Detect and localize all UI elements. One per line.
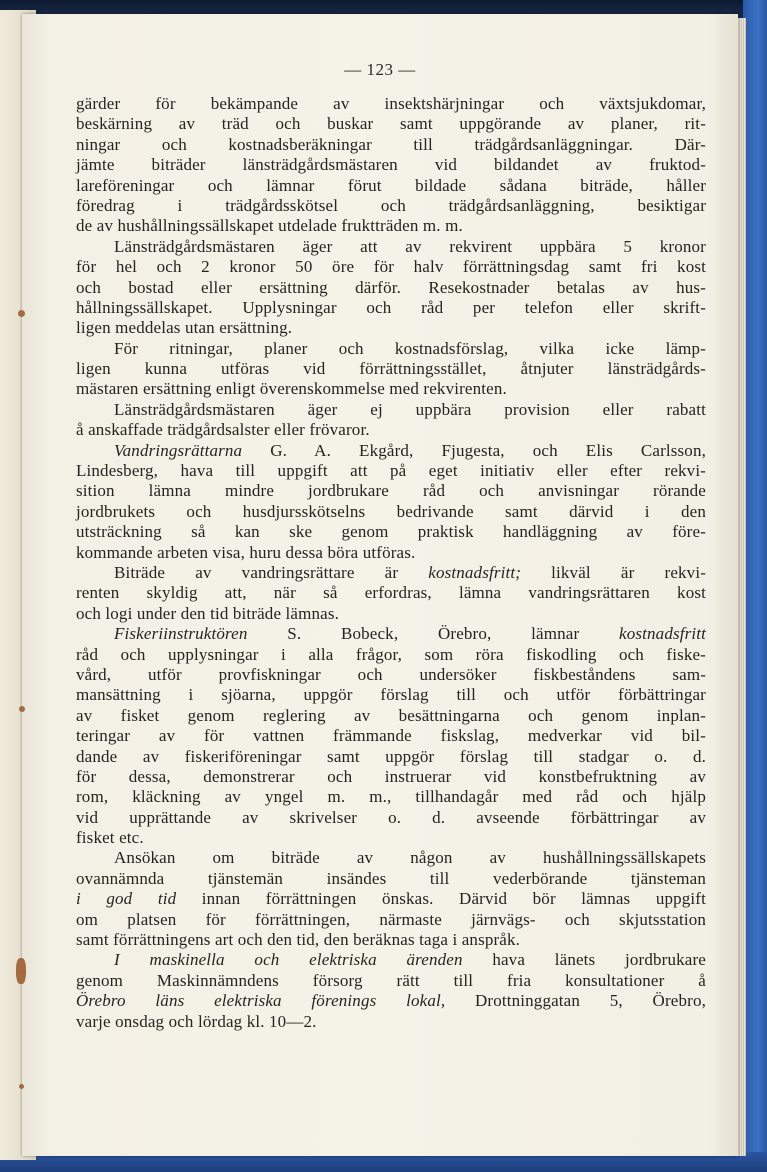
text-line: Ansökan om biträde av någon av hushållningssällskapets [114,848,706,868]
text-line: utsträckning så kan ske genom praktisk handläggning av före- [76,522,706,542]
text-run: likväl är rekvi- [521,562,707,582]
text-line: ovannämnda tjänstemän insändes till vederbörande tjänsteman [76,868,706,888]
paragraph-ansokan [76,848,706,950]
italic-term: I maskinella och elektriska ärenden [114,950,463,970]
text-line: av fisket genom reglering av besättningarna och genom inplan- [76,705,706,725]
text-line: Länsträdgårdsmästaren äger att av rekvirent uppbära 5 kronor [114,236,706,256]
italic-term: Örebro läns elektriska förenings lokal, [76,991,446,1011]
text-run: hava länets jordbrukare [462,950,706,970]
text-line: genom Maskinnämndens försorg rätt till fria konsultationer å [76,970,706,990]
paragraph-fiskeri [76,624,706,848]
text-line: för dessa, demonstrerar och instruerar vid konstbefruktning av [76,766,706,786]
text-line [76,624,706,644]
text-line: gärder för bekämpande av insektshärjningar och växtsjukdomar, [76,94,706,113]
text-line: vid upprättande av skrivelser o. d. avseende förbättringar av [76,807,706,827]
text-line: för hel och 2 kronor 50 öre för halv förrättningsdag samt fri kost [76,257,706,277]
text-line: de av hushållningssällskapet utdelade fruktträden m. m. [76,216,463,236]
text-line [76,889,706,909]
text-line: om platsen för förrättningen, närmaste järnvägs- och skjutsstation [76,909,706,929]
book-page [22,14,738,1156]
text-line: råd och upplysningar i alla frågor, som röra fiskodling och fiske- [76,644,706,664]
text-line: varje onsdag och lördag kl. 10—2. [76,1011,317,1031]
text-line: å anskaffade trädgårdsalster eller frövaror. [76,420,370,440]
paper-stain [18,310,25,317]
text-run: Biträde av vandringsrättare är [114,562,429,582]
text-line: teringar av för vattnen främmande fiskslag, medverkar vid bil- [76,726,706,746]
text-line: fisket etc. [76,828,144,848]
text-run: innan förrättningen önskas. Därvid bör lämnas uppgift [176,889,706,909]
paragraph-provision [76,400,706,441]
paragraph-rules [76,94,706,237]
text-line: rom, kläckning av yngel m. m., tillhandagår med råd och hjälp [76,787,706,807]
text-run: G. A. Ekgård, Fjugesta, och Elis Carlsson, [242,440,706,460]
text-line: ligen meddelas utan ersättning. [76,318,293,338]
text-line: Länsträdgårdsmästaren äger ej uppbära provision eller rabatt [114,399,706,419]
text-line: hållningssällskapet. Upplysningar och råd per telefon eller skrift- [76,297,706,317]
text-line [76,563,706,583]
paper-stain [19,706,25,712]
page-number: — 123 — [344,60,416,79]
text-line: ligen kunna utföras vid förrättningsstället, åtnjuter länsträdgårds- [76,359,706,379]
text-line: jordbrukets och husdjursskötselns bedrivande samt därvid i den [76,501,706,521]
text-line: sition lämna mindre jordbrukare råd och anvisningar rörande [76,481,706,501]
text-line: och bostad eller ersättning därför. Resekostnader betalas av hus- [76,277,706,297]
text-line [76,950,706,970]
italic-term: kostnadsfritt [619,624,706,644]
text-line: ningar och kostnadsberäkningar till trädgårdsanläggningar. Där- [76,134,706,154]
text-line: kommande arbeten visa, huru dessa böra utföras. [76,542,416,562]
text-line: Lindesberg, hava till uppgift att på eget initiativ eller efter rekvi- [76,461,706,481]
text-line: dande av fiskeriföreningar samt uppgör förslag till stadgar o. d. [76,746,706,766]
text-line [76,441,706,461]
text-run: S. Bobeck, Örebro, lämnar [247,624,620,644]
book-cover-edge [743,0,767,1172]
paragraph-vandringsrattarna [76,441,706,563]
paper-stain [16,958,26,984]
text-line: och logi under den tid biträde lämnas. [76,603,339,623]
paragraph-bitrade [76,563,706,624]
text-line: föredrag i trädgårdsskötsel och trädgårdsanläggning, besiktigar [76,195,706,215]
paragraph-drawings [76,339,706,400]
page-body [76,94,706,1032]
text-line: renten skyldig att, när så erfordras, lämna vandringsrättaren kost [76,583,706,603]
text-run: Drottninggatan 5, Örebro, [445,991,706,1011]
text-line: samt förrättningens art och den tid, den beräknas taga i anspråk. [76,930,521,950]
italic-term: kostnadsfritt; [428,562,522,582]
italic-term: Fiskeriinstruktören [114,624,248,644]
text-line: lareföreningar och lämnar förut bildade sådana biträde, håller [76,175,706,195]
paragraph-maskinella [76,950,706,1032]
text-line: jämte biträder länsträdgårdsmästaren vid bildandet av fruktod- [76,155,706,175]
text-line: vård, utför provfiskningar och undersöker fiskbeståndens sam- [76,664,706,684]
italic-term: i god tid [76,889,177,909]
text-line: mästaren ersättning enligt överenskommelse med rekvirenten. [76,379,507,399]
text-line: mansättning i sjöarna, uppgör förslag till och utför förbättringar [76,685,706,705]
text-line: beskärning av träd och buskar samt uppgörande av planer, rit- [76,114,706,134]
text-line [76,991,706,1011]
text-line: För ritningar, planer och kostnadsförslag, vilka icke lämp- [114,338,706,358]
italic-term: Vandringsrättarna [114,440,243,460]
paragraph-fees [76,237,706,339]
paper-stain [19,1084,24,1089]
